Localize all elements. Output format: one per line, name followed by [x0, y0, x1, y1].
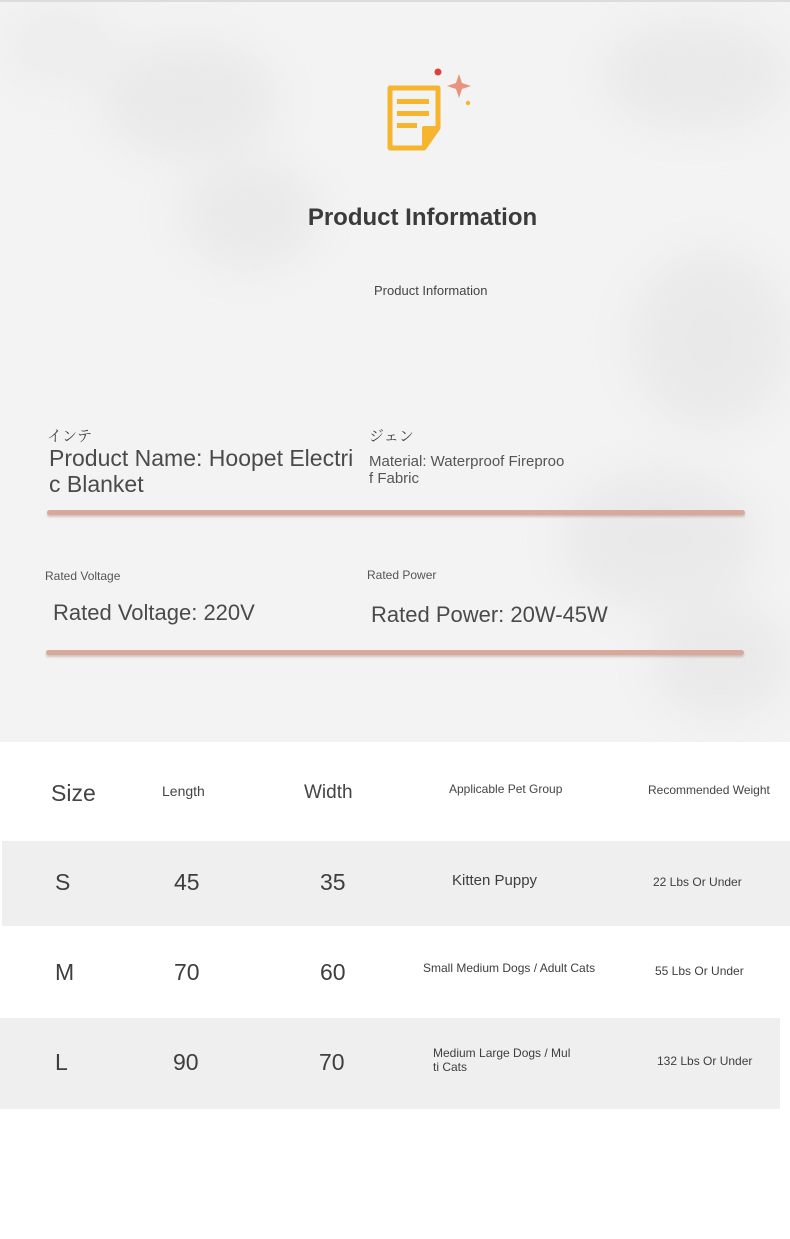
cell-length: 90	[173, 1049, 199, 1075]
background-cloud	[650, 600, 790, 720]
background-cloud	[560, 470, 760, 610]
cell-pet-group: Kitten Puppy	[452, 872, 538, 889]
rated-power-value: Rated Power: 20W-45W	[371, 602, 608, 627]
material-tag: ジェン	[369, 428, 414, 445]
rated-power-label: Rated Power	[367, 568, 437, 582]
cell-width: 60	[320, 959, 346, 985]
cell-length: 45	[174, 869, 200, 895]
table-row	[0, 841, 790, 926]
sparkle-dot	[466, 101, 470, 105]
cell-pet-group: Small Medium Dogs / Adult Cats	[423, 961, 596, 975]
sparkle-dot	[435, 69, 442, 76]
table-header-row	[0, 742, 790, 841]
table-row	[0, 1018, 790, 1109]
cell-pet-group-line2: ti Cats	[433, 1060, 468, 1074]
cell-pet-group-line1: Medium Large Dogs / Mul	[433, 1046, 571, 1060]
cell-weight: 55 Lbs Or Under	[655, 964, 744, 978]
document-icon	[382, 66, 474, 154]
background-cloud	[600, 20, 790, 130]
rated-voltage-label: Rated Voltage	[45, 569, 121, 583]
background-cloud	[0, 0, 120, 90]
header-length: Length	[162, 783, 205, 799]
page-title: Product Information	[307, 204, 538, 231]
header-size: Size	[51, 780, 96, 806]
cell-width: 35	[320, 869, 346, 895]
cell-weight: 22 Lbs Or Under	[653, 875, 742, 889]
background-cloud	[100, 40, 280, 160]
sparkle-icon	[447, 74, 471, 98]
divider	[47, 510, 745, 515]
divider	[46, 650, 744, 655]
cell-weight: 132 Lbs Or Under	[657, 1054, 753, 1068]
material-line1: Material: Waterproof Fireproo	[369, 453, 565, 470]
cell-width: 70	[319, 1049, 345, 1075]
rated-voltage-value: Rated Voltage: 220V	[53, 600, 255, 625]
header-pet-group: Applicable Pet Group	[449, 782, 563, 796]
page-subtitle: Product Information	[374, 283, 488, 298]
product-name-tag: インテ	[47, 428, 93, 445]
cell-length: 70	[174, 959, 200, 985]
top-border	[0, 0, 790, 2]
material-line2: f Fabric	[369, 470, 420, 487]
product-name-line1: Product Name: Hoopet Electri	[49, 445, 354, 471]
header-weight: Recommended Weight	[648, 783, 770, 797]
cell-size: S	[55, 869, 71, 895]
table-row	[0, 926, 790, 1018]
background-cloud	[630, 250, 790, 430]
product-name-line2: c Blanket	[49, 471, 144, 497]
header-width: Width	[304, 782, 353, 803]
cell-size: M	[55, 959, 75, 985]
cell-size: L	[55, 1049, 68, 1075]
